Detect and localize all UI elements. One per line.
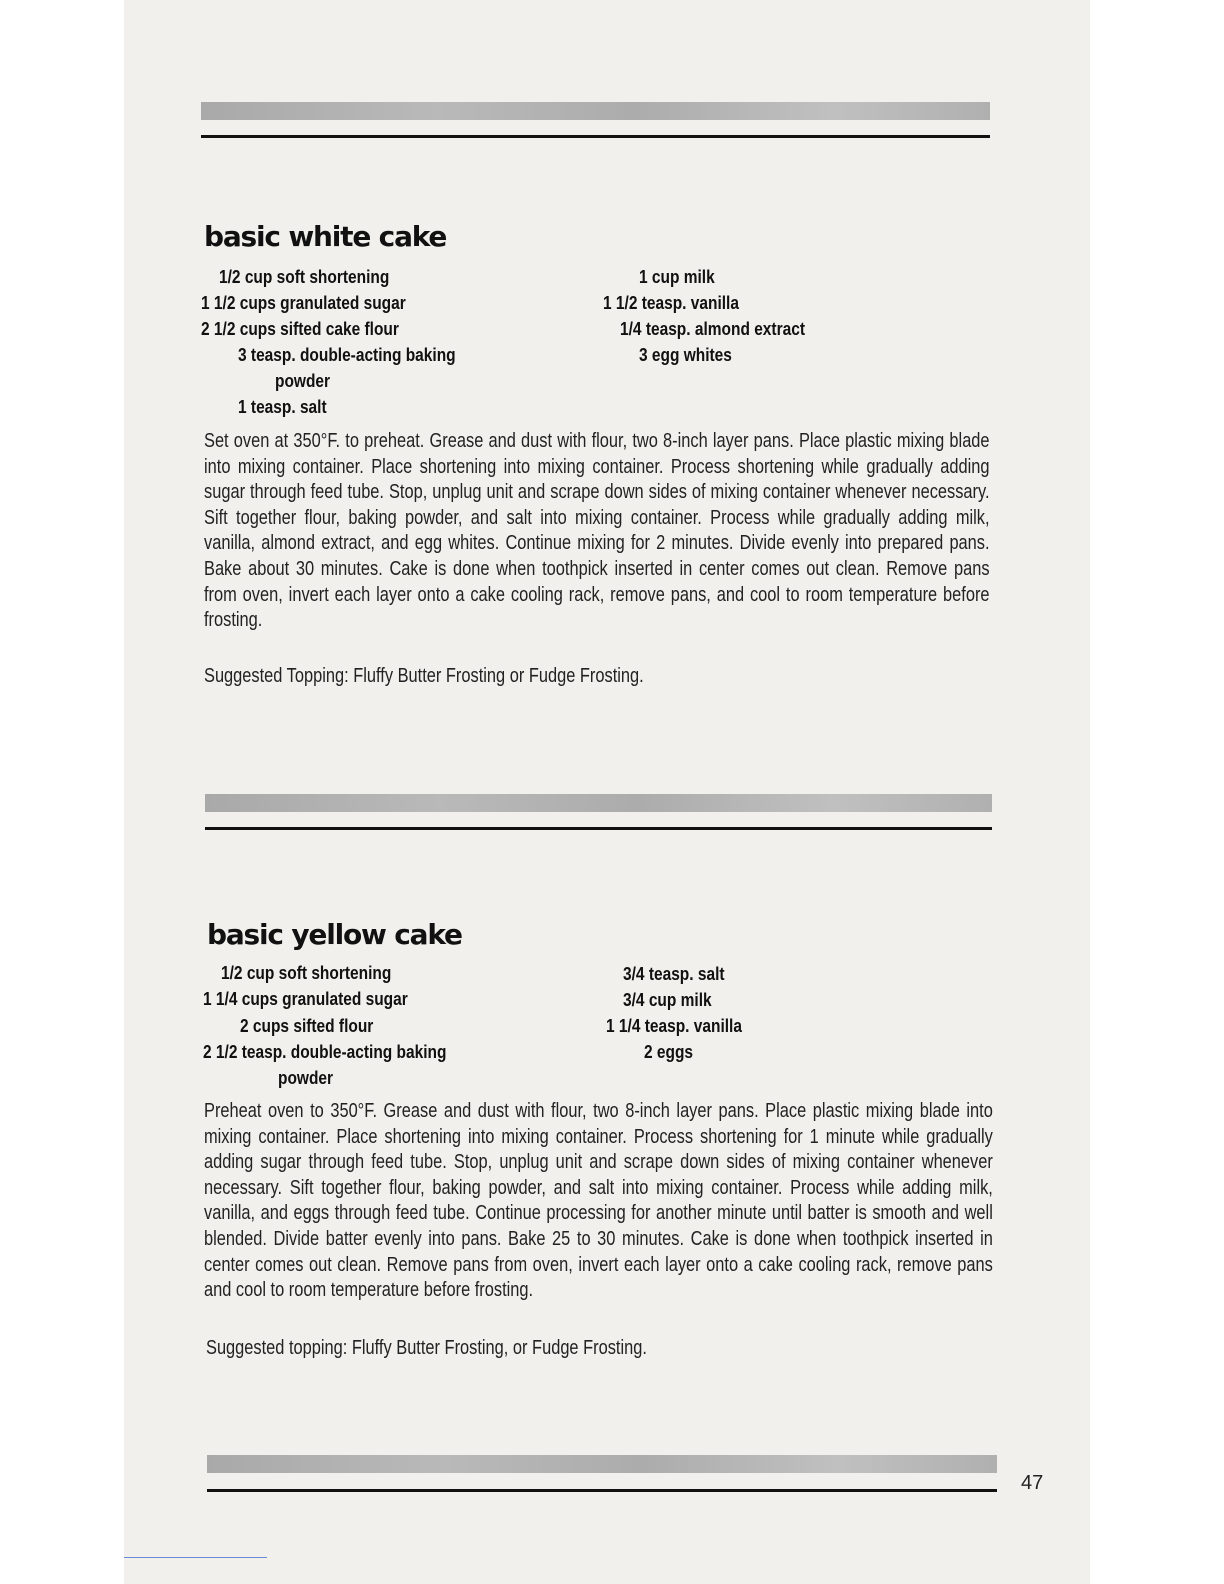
suggested-topping: Suggested Topping: Fluffy Butter Frosting or Fudge Frosting. (204, 665, 644, 687)
ingredient: 1 1/4 cups granulated sugar (203, 989, 408, 1009)
section-divider-rule (201, 135, 990, 138)
ingredient: 1/2 cup soft shortening (221, 963, 392, 983)
footer-divider-rule (207, 1489, 997, 1492)
ingredient: 3 egg whites (639, 345, 732, 365)
ingredient: powder (278, 1068, 334, 1088)
section-divider-bar (205, 794, 992, 812)
ingredient: 2 cups sifted flour (240, 1016, 374, 1036)
ingredient: 3 teasp. double-acting baking (238, 345, 456, 365)
ingredient: 1 1/2 teasp. vanilla (603, 293, 739, 313)
recipe-title: basic yellow cake (207, 918, 462, 951)
footer-divider-bar (207, 1455, 997, 1473)
ingredient: 1 cup milk (639, 267, 715, 287)
ingredient: 1 teasp. salt (238, 397, 327, 417)
ingredient: 2 1/2 cups sifted cake flour (201, 319, 399, 339)
ingredient: 3/4 teasp. salt (623, 964, 725, 984)
page-number: 47 (1021, 1472, 1044, 1494)
ingredient: powder (275, 371, 331, 391)
ingredient: 1 1/2 cups granulated sugar (201, 293, 406, 313)
recipe-directions: Set oven at 350°F. to preheat. Grease and dust with flour, two 8-inch layer pans. Place plastic mixing blade into mixing container. Place shortening into mixing container. Process shortening while gradually adding sugar through feed tube. Stop, unplug unit and scrape down sides of mixing container whenever necessary. Sift together flour, baking powder, and salt into mixing container. Process while gradually adding milk, vanilla, almond extract, and egg whites. Continue mixing for 2 minutes. Divide evenly into prepared pans. Bake about 30 minutes. Cake is done when toothpick inserted in center comes out clean. Remove pans from oven, invert each layer onto a cake cooling rack, remove pans, and cool to room temperature before frosting. (204, 430, 990, 632)
ingredient: 2 1/2 teasp. double-acting baking (203, 1042, 447, 1062)
ingredient: 1 1/4 teasp. vanilla (606, 1016, 742, 1036)
ingredient: 1/2 cup soft shortening (219, 267, 390, 287)
recipe-directions: Preheat oven to 350°F. Grease and dust with flour, two 8-inch layer pans. Place plastic mixing blade into mixing container. Place shortening into mixing container. Process shortening for 1 minute while gradually adding sugar through feed tube. Stop, unplug unit and scrape down sides of mixing container whenever necessary. Sift together flour, baking powder, and salt into mixing container. Process while adding milk, vanilla, and eggs through feed tube. Continue processing for another minute until batter is smooth and well blended. Divide batter evenly into pans. Bake 25 to 30 minutes. Cake is done when toothpick inserted in center comes out clean. Remove pans from oven, invert each layer onto a cake cooling rack, remove pans and cool to room temperature before frosting. (204, 1100, 993, 1302)
ingredient: 3/4 cup milk (623, 990, 712, 1010)
edge-mark (124, 1557, 267, 1558)
section-divider-bar (201, 102, 990, 120)
recipe-title: basic white cake (204, 220, 447, 253)
ingredient: 2 eggs (644, 1042, 694, 1062)
ingredient: 1/4 teasp. almond extract (620, 319, 805, 339)
section-divider-rule (205, 827, 992, 830)
suggested-topping: Suggested topping: Fluffy Butter Frosting, or Fudge Frosting. (206, 1337, 647, 1359)
